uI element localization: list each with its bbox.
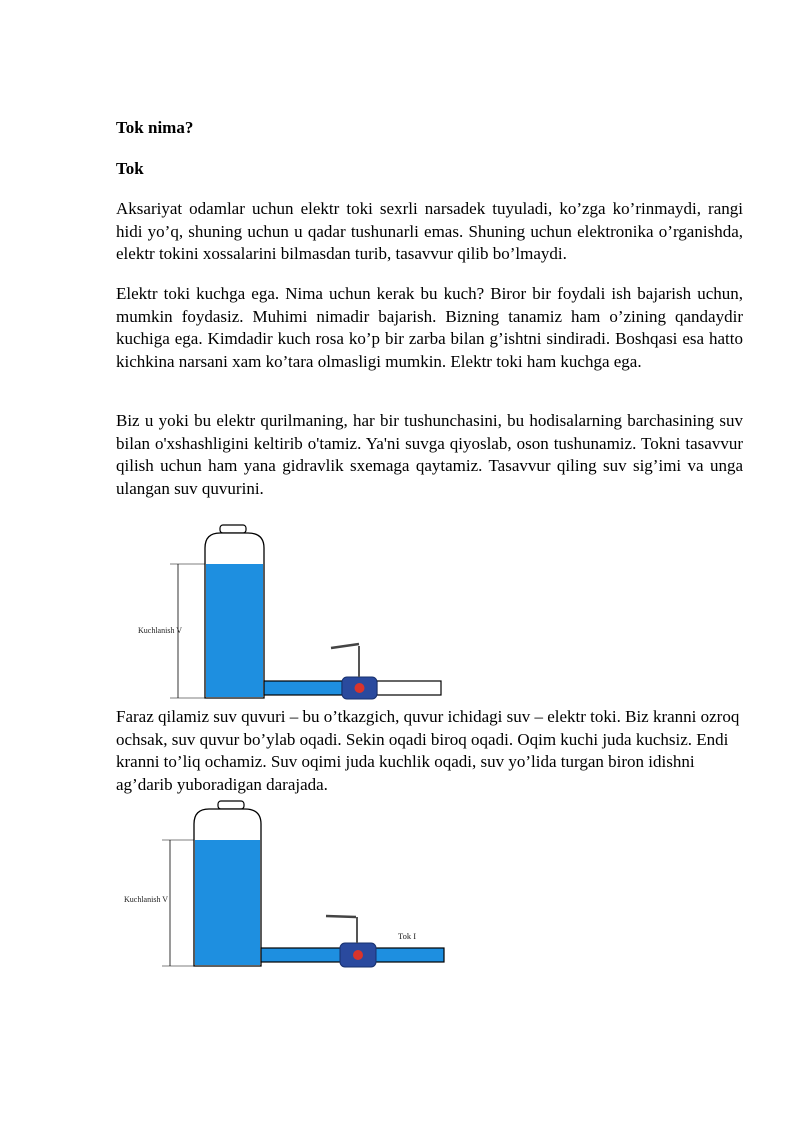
valve-handle [331,644,359,648]
voltage-label: Kuchlanish V [124,895,169,904]
paragraph-3: Biz u yoki bu elektr qurilmaning, har bir tushunchasini, bu hodisalarning barchasining suv bilan o'xshashligini keltirib o'tamiz. Ya'ni suvga qiyoslab, oson tushunamiz. Tokni tasavvur qilish uchun ham yana gidravlik sxemaga qaytamiz. Tasavvur qiling suv sig’imi va unga ulangan suv quvurini. [116,411,743,498]
water-tank-diagram-1 [120,520,460,710]
tank-lid [218,801,244,809]
water-tank-diagram-2 [110,800,460,972]
tank-lid [220,525,246,533]
current-label: Tok I [398,931,417,941]
page-title: Tok nima? [116,118,194,137]
valve-handle [326,916,356,917]
tank-water [206,564,263,697]
pipe-empty [377,681,441,695]
paragraph-2: Elektr toki kuchga ega. Nima uchun kerak bu kuch? Biror bir foydali ish bajarish uchun, mumkin foydasiz. Muhimi nimadir bajarish. Bizning tanamiz ham o’zining qandaydir kuchiga ega. Kimdadir kuch rosa ko’p bir zarba bilan g’ishtni sindiradi. Boshqasi esa hatto kichkina narsani xam ko’tara olmasligi mumkin. Elektr toki ham kuchga ega. [116,284,743,371]
paragraph-1: Aksariyat odamlar uchun elektr toki sexrli narsadek tuyuladi, ko’zga ko’rinmaydi, rangi hidi yo’q, shuning uchun u qadar tushunarli emas. Shuning uchun elektronika o’rganishda, elektr tokini xossalarini bilmasdan turib, tasavvur qilib bo’lmaydi. [116,199,743,263]
voltage-label: Kuchlanish V [138,626,183,635]
tank-water [195,840,260,965]
pipe-water [264,681,342,695]
paragraph-4: Faraz qilamiz suv quvuri – bu o’tkazgich, quvur ichidagi suv – elektr toki. Biz kranni ozroq ochsak, suv quvur bo’ylab oqadi. Sekin oqadi biroq oqadi. Oqim kuchi juda kuchsiz. Endi kranni to’liq ochamiz. Suv oqimi juda kuchlik oqadi, suv yo’lida turgan biron idishni ag’darib yuboradigan darajada. [116,707,740,794]
section-title: Tok [116,159,144,178]
